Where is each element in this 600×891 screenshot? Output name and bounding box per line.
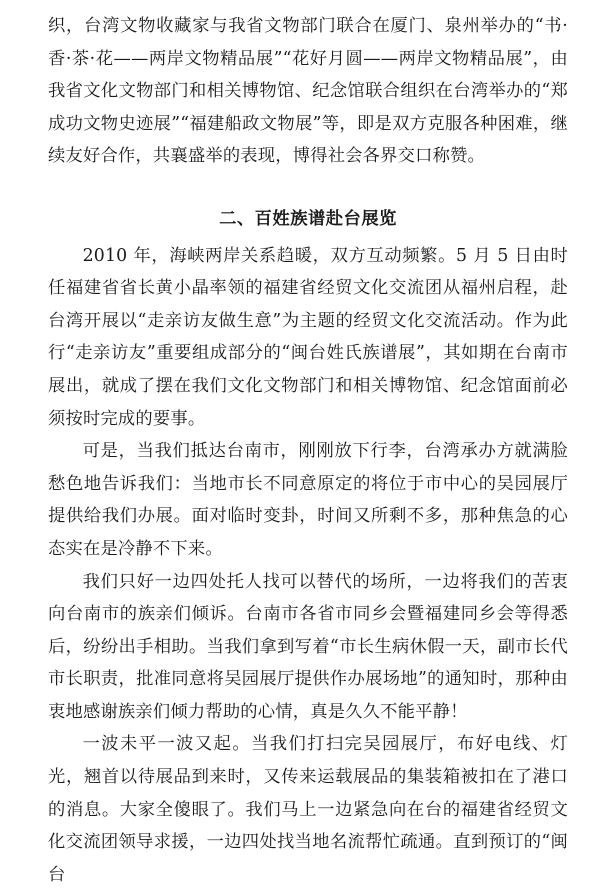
body-paragraph: 一波未平一波又起。当我们打扫完吴园展厅，布好电线、灯光，翘首以待展品到来时，又传来运载展品的集装箱被扣在了港口的消息。大家全傻眼了。我们马上一边紧急向在台的福建省经贸文化交流团领导求援，一边四处找当地名流帮忙疏通。直到预订的“闽台 <box>48 734 568 885</box>
section-heading: 二、百姓族谱赴台展览 <box>219 208 397 229</box>
document-page <box>48 10 568 891</box>
body-paragraph: 2010 年，海峡两岸关系趋暖，双方互动频繁。5 月 5 日由时任福建省省长黄小晶率领的福建省经贸文化交流团从福州启程，赴台湾开展以“走亲访友做生意”为主题的经贸文化交流活动。作为此行“走亲访友”重要组成部分的“闽台姓氏族谱展”，其如期在台南市展出，就成了摆在我们文化文物部门和相关博物馆、纪念馆面前必须按时完成的要事。 <box>48 245 568 429</box>
section-spacer <box>48 173 568 203</box>
body-paragraph-continued: 织，台湾文物收藏家与我省文物部门联合在厦门、泉州举办的“书·香·茶·花——两岸文物精品展”“花好月圆——两岸文物精品展”，由我省文化文物部门和相关博物馆、纪念馆联合组织在台湾举办的“郑成功文物史迹展”“福建船政文物展”等，即是双方克服各种困难，继续友好合作，共襄盛举的表现，博得社会各界交口称赞。 <box>48 16 568 167</box>
body-paragraph: 我们只好一边四处托人找可以替代的场所，一边将我们的苦衷向台南市的族亲们倾诉。台南市各省市同乡会暨福建同乡会等得悉后，纷纷出手相助。当我们拿到写着“市长生病休假一天，副市长代市长职责，批准同意将吴园展厅提供作办展场地”的通知时，那种由衷地感谢族亲们倾力帮助的心情，真是久久不能平静！ <box>48 571 568 722</box>
body-paragraph: 可是，当我们抵达台南市，刚刚放下行李，台湾承办方就满脸愁色地告诉我们：当地市长不同意原定的将位于市中心的吴园展厅提供给我们办展。面对临时变卦，时间又所剩不多，那种焦急的心态实在是冷静不下来。 <box>48 441 568 559</box>
